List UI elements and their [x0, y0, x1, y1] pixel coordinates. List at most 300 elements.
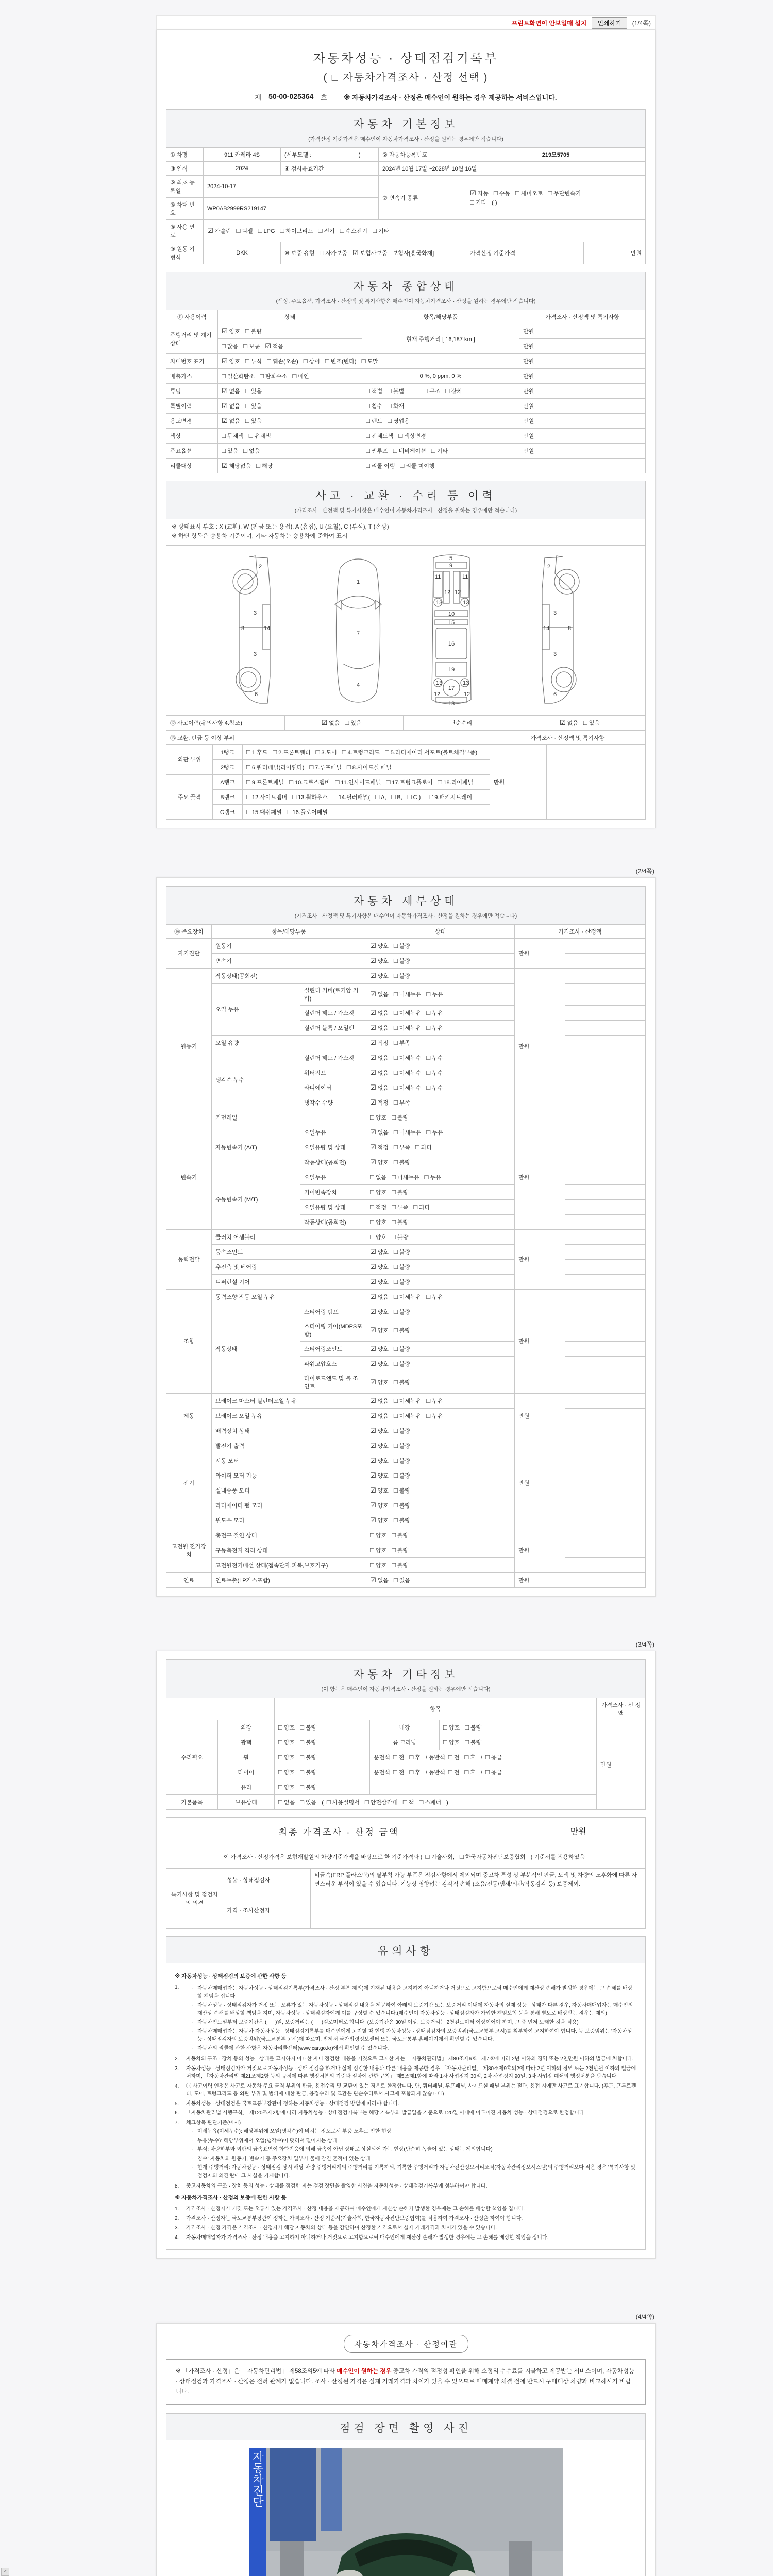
checkbox-option[interactable] — [398, 432, 426, 440]
checkbox-option[interactable] — [280, 227, 313, 235]
checkbox-option[interactable] — [309, 763, 342, 771]
checkbox-option[interactable] — [393, 447, 426, 455]
checkbox-label: 불량 — [397, 1234, 409, 1241]
checkbox-option[interactable] — [560, 719, 578, 727]
checkbox-option[interactable] — [392, 1203, 408, 1211]
state-checks — [366, 953, 515, 968]
checkbox-option[interactable] — [278, 1738, 295, 1747]
checkbox-option[interactable] — [394, 1378, 410, 1386]
checkbox-option[interactable] — [222, 327, 240, 335]
checkbox-option[interactable] — [340, 227, 367, 235]
checkbox-option[interactable] — [370, 1203, 386, 1211]
svg-text:6: 6 — [553, 691, 557, 698]
checkbox-option[interactable] — [347, 763, 392, 771]
checkbox-option[interactable] — [300, 1798, 316, 1806]
checkbox-option[interactable] — [292, 372, 309, 380]
checkbox-option[interactable] — [222, 372, 255, 380]
checkbox-option[interactable] — [273, 748, 310, 756]
checkbox-option[interactable] — [370, 1471, 389, 1480]
checkbox-option[interactable] — [388, 402, 404, 410]
checkbox-option[interactable] — [394, 1009, 421, 1017]
empty-box-icon: □ — [278, 1783, 282, 1791]
checkbox-option[interactable] — [370, 990, 389, 998]
color-checks — [218, 429, 362, 444]
checkbox-option[interactable] — [366, 462, 395, 470]
checkbox-option[interactable] — [352, 249, 388, 257]
checkbox-option[interactable] — [394, 1308, 410, 1316]
checkbox-option[interactable] — [222, 462, 251, 470]
checkbox-option[interactable] — [394, 1039, 410, 1047]
checkbox-option[interactable] — [394, 1098, 410, 1107]
checkbox-option[interactable] — [370, 972, 389, 980]
checkbox-option[interactable] — [392, 1233, 408, 1241]
checkbox-option[interactable] — [388, 417, 410, 425]
checkbox-option[interactable] — [370, 1054, 389, 1062]
checkbox-option[interactable] — [394, 1143, 410, 1151]
checkbox-option[interactable] — [370, 1009, 389, 1017]
notice-item-text: 「자동차관리법 시행규칙」 제120조제2항에 따라 자동차성능 · 상태점검기록부는 해당 기록부의 발급일을 기준으로 120일 이내에 이루어진 자동차 성능 · 상태점검으로 한정합니다 — [186, 2110, 584, 2116]
checkbox-option[interactable] — [392, 1561, 408, 1569]
checkbox-label: 양호 — [377, 1159, 389, 1166]
table-header-row — [166, 1698, 646, 1720]
checkbox-option[interactable] — [321, 719, 340, 727]
checkbox-option[interactable] — [394, 1471, 410, 1480]
checkbox-option[interactable] — [394, 1293, 421, 1301]
checkbox-option[interactable] — [400, 462, 434, 470]
checkbox-option[interactable] — [245, 402, 262, 410]
checkbox-option[interactable] — [465, 1738, 481, 1747]
checkbox-option[interactable] — [370, 1412, 389, 1420]
checkbox-option[interactable] — [222, 357, 240, 365]
remark-cell — [576, 384, 646, 399]
checked-box-icon: ☑ — [370, 1441, 376, 1449]
empty-box-icon: □ — [459, 1852, 464, 1860]
static-text: ) — [446, 1799, 448, 1806]
checkbox-label: 적법 — [371, 388, 383, 395]
checkbox-option[interactable] — [278, 1753, 295, 1761]
empty-box-icon: □ — [393, 1753, 397, 1761]
detail-row — [166, 1170, 646, 1184]
empty-box-icon: □ — [384, 748, 389, 756]
checkbox-option[interactable] — [278, 1768, 295, 1776]
empty-box-icon: □ — [388, 417, 392, 425]
checkbox-option[interactable] — [392, 1218, 408, 1226]
checkbox-option[interactable] — [315, 748, 337, 756]
checkbox-label: 세미오토 — [520, 190, 543, 197]
state-checks — [366, 1304, 515, 1319]
checkbox-option[interactable] — [370, 1083, 389, 1092]
photo-section-header — [166, 2413, 646, 2440]
checkbox-option[interactable] — [370, 1516, 389, 1524]
checkbox-label: 15.대쉬패널 — [251, 809, 282, 816]
checkbox-option[interactable] — [370, 1326, 389, 1334]
checkbox-option[interactable] — [426, 1024, 443, 1032]
checkbox-label: 없음 — [229, 388, 240, 395]
empty-box-icon: □ — [393, 1471, 398, 1479]
checkbox-option[interactable] — [370, 1546, 386, 1554]
empty-box-icon: □ — [431, 447, 435, 454]
checkbox-option[interactable] — [425, 1173, 441, 1181]
checkbox-option[interactable] — [370, 1576, 389, 1584]
checkbox-option[interactable] — [394, 1427, 410, 1435]
checkbox-option[interactable] — [394, 1486, 410, 1495]
svg-text:6: 6 — [254, 691, 258, 698]
checkbox-option[interactable] — [222, 402, 240, 410]
checkbox-option[interactable] — [393, 1768, 405, 1776]
bullet-icon: · — [191, 2020, 193, 2026]
checkbox-option[interactable] — [370, 1397, 389, 1405]
checkbox-option[interactable] — [366, 417, 382, 425]
checkbox-option[interactable] — [426, 1397, 443, 1405]
checkbox-option[interactable] — [394, 1576, 410, 1584]
checkbox-option[interactable] — [470, 198, 486, 207]
checkbox-option[interactable] — [392, 1531, 408, 1539]
checkbox-option[interactable] — [265, 342, 283, 350]
checkbox-option[interactable] — [278, 1783, 295, 1791]
checkbox-option[interactable] — [292, 793, 328, 801]
checkbox-option[interactable] — [366, 447, 388, 455]
empty-box-icon: □ — [464, 1753, 469, 1761]
notice-item — [175, 2109, 637, 2117]
checkbox-option[interactable] — [470, 189, 489, 197]
checkbox-option[interactable] — [370, 1113, 386, 1122]
checkbox-option[interactable] — [370, 1360, 389, 1368]
checkbox-option[interactable] — [426, 793, 472, 801]
checkbox-option[interactable] — [267, 357, 298, 365]
checkbox-option[interactable] — [370, 1248, 389, 1256]
checkbox-option[interactable] — [243, 342, 260, 350]
checkbox-option[interactable] — [366, 432, 393, 440]
empty-box-icon: □ — [370, 1531, 374, 1539]
checkbox-option[interactable] — [370, 1098, 389, 1107]
checkbox-option[interactable] — [394, 1248, 410, 1256]
checkbox-option[interactable] — [394, 942, 410, 950]
checkbox-option[interactable] — [365, 1798, 398, 1806]
checked-box-icon: ☑ — [222, 387, 228, 395]
checkbox-option[interactable] — [345, 719, 361, 727]
checkbox-option[interactable] — [394, 1397, 421, 1405]
checkbox-option[interactable] — [370, 1427, 389, 1435]
checkbox-option[interactable] — [278, 1798, 295, 1806]
price-cell: 만원 — [515, 1229, 565, 1289]
checkbox-option[interactable] — [392, 1113, 408, 1122]
checkbox-option[interactable] — [425, 1851, 454, 1862]
checkbox-option[interactable] — [419, 1798, 441, 1806]
checkbox-option[interactable] — [362, 357, 378, 365]
remark-cell — [576, 414, 646, 429]
checkbox-option[interactable] — [237, 227, 253, 235]
checkbox-label: 불량 — [397, 1562, 409, 1569]
checkbox-option[interactable] — [300, 1738, 316, 1747]
checkbox-option[interactable] — [392, 1188, 408, 1196]
checkbox-option[interactable] — [366, 402, 382, 410]
checkbox-option[interactable] — [318, 227, 335, 235]
item-label: 자동변속기 (A/T) — [212, 1125, 300, 1170]
checkbox-option[interactable] — [394, 1128, 421, 1137]
checkbox-option[interactable] — [393, 1753, 405, 1761]
tire-position-tokens — [370, 1765, 597, 1780]
device-group-label: 변속기 — [166, 1125, 212, 1229]
checkbox-option[interactable] — [388, 387, 404, 395]
detail-row — [166, 983, 646, 1005]
checkbox-option[interactable] — [394, 1024, 421, 1032]
checkbox-label: 구조 — [429, 388, 441, 395]
checkbox-label: 불량 — [305, 1784, 317, 1791]
checkbox-option[interactable] — [394, 1360, 410, 1368]
checkbox-option[interactable] — [370, 1218, 386, 1226]
checkbox-option[interactable] — [448, 1768, 460, 1776]
checkbox-option[interactable] — [485, 1768, 502, 1776]
checkbox-option[interactable] — [394, 957, 410, 965]
checkbox-option[interactable] — [289, 778, 330, 786]
checkbox-option[interactable] — [408, 793, 421, 801]
checkbox-option[interactable] — [394, 1069, 421, 1077]
checkbox-option[interactable] — [431, 447, 448, 455]
checkbox-option[interactable] — [300, 1723, 316, 1732]
checkbox-option[interactable] — [394, 1158, 410, 1166]
checkbox-label: 기타 — [475, 199, 487, 206]
checkbox-option[interactable] — [256, 462, 273, 470]
checkbox-label: 영업용 — [393, 418, 410, 425]
checkbox-option[interactable] — [222, 447, 238, 455]
checkbox-option[interactable] — [464, 1753, 476, 1761]
checkbox-option[interactable] — [426, 1069, 443, 1077]
print-button[interactable]: 인쇄하기 — [592, 17, 627, 29]
checkbox-option[interactable] — [370, 1486, 389, 1495]
checkbox-option[interactable] — [394, 1345, 410, 1353]
checkbox-option[interactable] — [258, 227, 275, 234]
checkbox-option[interactable] — [392, 1546, 408, 1554]
checkbox-option[interactable] — [222, 417, 240, 425]
checkbox-option[interactable] — [325, 357, 357, 365]
checkbox-option[interactable] — [370, 1173, 386, 1181]
checkbox-option[interactable] — [548, 189, 581, 197]
bullet-icon: · — [191, 2156, 193, 2162]
checkbox-option[interactable] — [245, 387, 262, 395]
empty-box-icon: □ — [280, 227, 284, 234]
checkbox-option[interactable] — [394, 1442, 410, 1450]
checkbox-option[interactable] — [320, 249, 347, 257]
checkbox-option[interactable] — [370, 1442, 389, 1450]
checkbox-option[interactable] — [394, 1456, 410, 1465]
checkbox-label: 양호 — [377, 1502, 389, 1509]
recall-checks — [218, 459, 362, 473]
checkbox-option[interactable] — [370, 1531, 386, 1539]
checkbox-option[interactable] — [370, 1501, 389, 1510]
checkbox-option[interactable] — [424, 387, 440, 395]
scroll-left-button[interactable]: < — [1, 2568, 9, 2576]
checkbox-option[interactable] — [287, 808, 328, 816]
checked-box-icon: ☑ — [370, 1262, 376, 1270]
svg-text:8: 8 — [241, 625, 244, 632]
checkbox-label: 양호 — [283, 1739, 295, 1746]
final-price-basis — [166, 1845, 646, 1868]
checked-box-icon: ☑ — [222, 462, 228, 469]
checkbox-option[interactable] — [327, 1798, 360, 1806]
checkbox-label: 불량 — [399, 1327, 411, 1334]
remark-cell — [565, 1005, 646, 1020]
checkbox-option[interactable] — [394, 1516, 410, 1524]
empty-box-icon: □ — [426, 1292, 431, 1300]
empty-box-icon: □ — [448, 1753, 452, 1761]
checkbox-label: 과다 — [421, 1144, 432, 1151]
checkbox-option[interactable] — [370, 1293, 389, 1301]
checkbox-option[interactable] — [222, 387, 240, 395]
checkbox-option[interactable] — [370, 1456, 389, 1465]
checkbox-option[interactable] — [448, 1753, 460, 1761]
sub-item-label: 실린더 헤드 / 가스킷 — [300, 1050, 366, 1065]
checkbox-option[interactable] — [426, 1083, 443, 1092]
checkbox-label: 없음 — [377, 1055, 389, 1061]
checked-box-icon: ☑ — [370, 1326, 376, 1334]
checkbox-option[interactable] — [443, 1738, 460, 1747]
checkbox-option[interactable] — [366, 387, 382, 395]
checkbox-option[interactable] — [370, 942, 389, 950]
checkbox-option[interactable] — [370, 1263, 389, 1271]
checkbox-option[interactable] — [394, 1326, 410, 1334]
checkbox-option[interactable] — [370, 1561, 386, 1569]
checkbox-label: 양호 — [377, 1249, 389, 1256]
overall-header — [166, 272, 646, 310]
checkbox-option[interactable] — [494, 189, 510, 197]
checkbox-option[interactable] — [246, 808, 282, 816]
print-helper-link[interactable]: 프린트화면이 안보일때 설치 — [511, 19, 587, 27]
checkbox-option[interactable] — [300, 1783, 316, 1791]
checkbox-option[interactable] — [304, 357, 320, 365]
checkbox-option[interactable] — [426, 1128, 443, 1137]
checkbox-option[interactable] — [342, 748, 380, 756]
table-row — [166, 1892, 646, 1929]
checkbox-option[interactable] — [394, 1278, 410, 1286]
empty-box-icon: □ — [300, 1783, 304, 1791]
checkbox-option[interactable] — [409, 1753, 421, 1761]
checkbox-option[interactable] — [370, 1158, 389, 1166]
checkbox-label: 4.트렁크리드 — [347, 749, 380, 756]
checkbox-option[interactable] — [246, 763, 304, 771]
checkbox-option[interactable] — [426, 1293, 443, 1301]
checkbox-option[interactable] — [207, 227, 231, 235]
checkbox-option[interactable] — [445, 387, 462, 395]
checkbox-option[interactable] — [370, 957, 389, 965]
checkbox-option[interactable] — [394, 1263, 410, 1271]
item-label: 등속조인트 — [212, 1244, 366, 1259]
checkbox-option[interactable] — [370, 1024, 389, 1032]
checkbox-label: 양호 — [377, 973, 389, 979]
checkbox-option[interactable] — [246, 793, 287, 801]
checkbox-option[interactable] — [394, 1083, 421, 1092]
checkbox-option[interactable] — [370, 1143, 389, 1151]
table-row — [166, 414, 646, 429]
checkbox-option[interactable] — [426, 1054, 443, 1062]
checkbox-option[interactable] — [370, 1278, 389, 1286]
checkbox-option[interactable] — [409, 1768, 421, 1776]
checkbox-option[interactable] — [392, 1173, 419, 1181]
checkbox-label: 18.리어패널 — [443, 779, 474, 786]
checkbox-option[interactable] — [443, 1723, 460, 1732]
checkbox-option[interactable] — [583, 719, 600, 727]
checkbox-label: 미세누유 — [399, 1129, 422, 1136]
checkbox-option[interactable] — [373, 227, 389, 235]
checkbox-option[interactable] — [245, 327, 262, 335]
outer-panel-label: 외판 부위 — [166, 744, 213, 774]
checkbox-option[interactable] — [413, 1203, 430, 1211]
checkbox-option[interactable] — [403, 1798, 414, 1806]
checkbox-option[interactable] — [333, 793, 370, 801]
checkbox-option[interactable] — [465, 1723, 481, 1732]
checkbox-option[interactable] — [278, 1723, 295, 1732]
checkbox-option[interactable] — [246, 778, 284, 786]
checkbox-option[interactable] — [370, 1069, 389, 1077]
svg-text:11: 11 — [462, 573, 468, 580]
checkbox-option[interactable] — [370, 1188, 386, 1196]
checkbox-option[interactable] — [394, 1054, 421, 1062]
price-cell: 만원 — [519, 324, 576, 339]
checkbox-option[interactable] — [300, 1753, 316, 1761]
checkbox-label: 있음 — [227, 448, 239, 454]
checkbox-option[interactable] — [438, 778, 473, 786]
checkbox-option[interactable] — [426, 1412, 443, 1420]
checkbox-option[interactable] — [245, 417, 262, 425]
empty-box-icon: □ — [409, 1753, 414, 1761]
page-2 — [156, 877, 656, 1597]
checkbox-option[interactable] — [243, 447, 260, 455]
price-cell: 만원 — [519, 339, 576, 354]
checkbox-option[interactable] — [245, 357, 262, 365]
row-label: 리콜대상 — [166, 459, 218, 473]
checkbox-label: 누유 — [432, 991, 443, 998]
checkbox-option[interactable] — [394, 972, 410, 980]
tuning-checks — [218, 384, 362, 399]
checkbox-option[interactable] — [222, 432, 244, 440]
checkbox-option[interactable] — [394, 990, 421, 998]
checkbox-option[interactable] — [394, 1412, 421, 1420]
tuning-kind-checks — [424, 388, 467, 395]
row-label: 차대번호 표기 — [166, 354, 218, 369]
checkbox-option[interactable] — [246, 748, 267, 756]
checkbox-option[interactable] — [370, 1378, 389, 1386]
remark-cell — [576, 429, 646, 444]
checkbox-option[interactable] — [300, 1768, 316, 1776]
checkbox-option[interactable] — [415, 1143, 432, 1151]
checkbox-option[interactable] — [392, 793, 402, 801]
checkbox-option[interactable] — [249, 432, 271, 440]
checkbox-option[interactable] — [370, 1233, 386, 1241]
checkbox-option[interactable] — [515, 189, 543, 197]
checkbox-option[interactable] — [426, 990, 443, 998]
checkbox-option[interactable] — [375, 793, 386, 801]
checkbox-option[interactable] — [370, 1345, 389, 1353]
checkbox-option[interactable] — [464, 1768, 476, 1776]
checkbox-option[interactable] — [460, 1851, 526, 1862]
checkbox-option[interactable] — [260, 372, 287, 380]
checkbox-option[interactable] — [370, 1128, 389, 1137]
checkbox-option[interactable] — [485, 1753, 502, 1761]
checkbox-option[interactable] — [394, 1501, 410, 1510]
checked-box-icon: ☑ — [370, 1456, 376, 1464]
checkbox-option[interactable] — [222, 342, 238, 350]
checkbox-option[interactable] — [370, 1308, 389, 1316]
checkbox-option[interactable] — [426, 1009, 443, 1017]
notice-item-number: 2. — [175, 2056, 179, 2062]
checkbox-option[interactable] — [386, 778, 433, 786]
checkbox-option[interactable] — [335, 778, 381, 786]
notice-bullet — [191, 2164, 637, 2180]
notice-block2-list — [175, 2205, 637, 2242]
remark-cell — [565, 1080, 646, 1095]
checkbox-option[interactable] — [370, 1039, 389, 1047]
checkbox-label: 14.필러패널( — [338, 794, 371, 801]
checkbox-option[interactable] — [385, 748, 477, 756]
